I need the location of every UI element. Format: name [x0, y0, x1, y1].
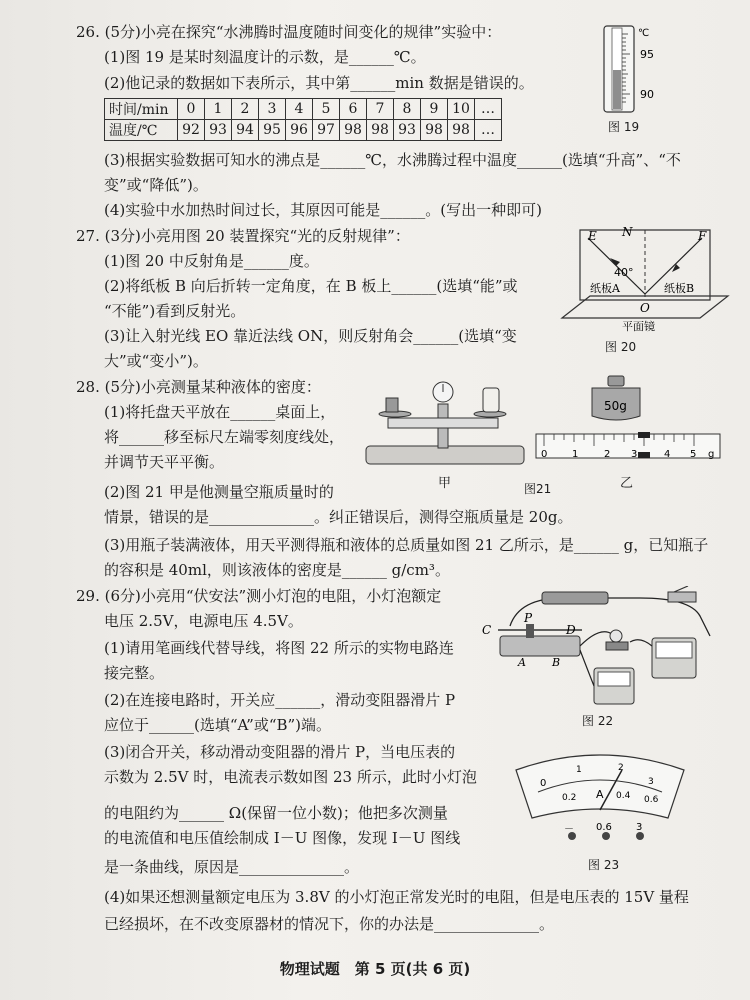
- thermometer-figure: [598, 24, 668, 116]
- fig21-label-jia: 甲: [438, 476, 452, 491]
- temperature-table: [104, 98, 502, 141]
- table-cell: 0: [178, 99, 205, 120]
- table-cell: 98: [340, 120, 367, 141]
- label-F: F: [698, 229, 707, 243]
- table-cell: 98: [448, 120, 475, 141]
- q28-part2b: 情景，错误的是______________。纠正错误后，测得空瓶质量是 20g。: [104, 508, 573, 526]
- page-footer: 物理试题 第 5 页(共 6 页): [279, 960, 471, 978]
- table-cell: 10: [448, 99, 475, 120]
- dial-0.6: 0.6: [644, 795, 659, 805]
- dial-0.4: 0.4: [616, 791, 631, 801]
- terminal-3: 3: [636, 822, 643, 833]
- q26-part1: (1)图 19 是某时刻温度计的示数，是______℃。: [104, 48, 426, 66]
- table-cell: 3: [259, 99, 286, 120]
- dial-0: 0: [540, 778, 547, 789]
- table-cell: 温度/℃: [105, 120, 178, 141]
- fig19-caption: 图 19: [608, 120, 640, 134]
- table-cell: 93: [394, 120, 421, 141]
- q29-part1a: (1)请用笔画线代替导线，将图 22 所示的实物电路连: [104, 639, 454, 657]
- balance-figure: [360, 374, 530, 474]
- q29-part1b: 接完整。: [104, 664, 165, 682]
- q28-title: 28. (5分)小亮测量某种液体的密度：: [76, 378, 321, 396]
- scale-tick-0: 0: [541, 449, 548, 460]
- q27-part3a: (3)让入射光线 EO 靠近法线 ON，则反射角会______(选填“变: [104, 327, 517, 345]
- fig20-caption: 图 20: [605, 340, 637, 354]
- thermo-unit: ℃: [638, 28, 650, 39]
- table-cell: 9: [421, 99, 448, 120]
- q29-title: 29. (6分)小亮用“伏安法”测小灯泡的电阻，小灯泡额定: [76, 587, 442, 605]
- ammeter-figure: [510, 748, 690, 852]
- scale-unit: g: [708, 449, 715, 460]
- label-C: C: [482, 623, 492, 637]
- table-cell: 98: [367, 120, 394, 141]
- table-cell: …: [475, 99, 502, 120]
- table-cell: 94: [232, 120, 259, 141]
- q28-part1a: (1)将托盘天平放在______桌面上，: [104, 403, 336, 421]
- table-cell: …: [475, 120, 502, 141]
- board-a-label: 纸板A: [590, 282, 620, 295]
- q28-part2a: (2)图 21 甲是他测量空瓶质量时的: [104, 483, 334, 501]
- table-cell: 95: [259, 120, 286, 141]
- label-D: D: [566, 623, 576, 637]
- table-cell: 98: [421, 120, 448, 141]
- q28-part1c: 并调节天平平衡。: [104, 453, 225, 471]
- thermo-tick-95: 95: [640, 48, 654, 61]
- fig22-caption: 图 22: [582, 714, 614, 728]
- q28-part1b: 将______移至标尺左端零刻度线处，: [104, 428, 345, 446]
- angle-label: 40°: [614, 266, 634, 279]
- q28-part3a: (3)用瓶子装满液体，用天平测得瓶和液体的总质量如图 21 乙所示，是______ g，已知瓶子: [104, 536, 709, 554]
- q29-part4b: 已经损坏，在不改变原器材的情况下，你的办法是______________。: [104, 915, 555, 933]
- dial-1: 1: [576, 765, 582, 775]
- terminal-0.6: 0.6: [596, 822, 612, 833]
- board-b-label: 纸板B: [664, 282, 695, 295]
- dial-2: 2: [618, 763, 624, 773]
- q29-part2b: 应位于______(选填“A”或“B”)端。: [104, 716, 332, 734]
- q26-title: 26. (5分)小亮在探究“水沸腾时温度随时间变化的规律”实验中：: [76, 23, 502, 41]
- label-B: B: [552, 656, 561, 669]
- mirror-label: 平面镜: [622, 320, 655, 333]
- table-cell: 92: [178, 120, 205, 141]
- table-row: [105, 99, 502, 120]
- q26-part2: (2)他记录的数据如下表所示，其中第______min 数据是错误的。: [104, 74, 534, 92]
- table-cell: 时间/min: [105, 99, 178, 120]
- table-cell: 97: [313, 120, 340, 141]
- table-cell: 5: [313, 99, 340, 120]
- q26-part3a: (3)根据实验数据可知水的沸点是______℃，水沸腾过程中温度______(选填“升高”、“不: [104, 151, 681, 169]
- scale-tick-5: 5: [690, 449, 697, 460]
- table-cell: 4: [286, 99, 313, 120]
- reflection-figure: [560, 222, 730, 334]
- table-cell: 96: [286, 120, 313, 141]
- fig21-caption: 图21: [524, 482, 552, 496]
- q29-title2: 电压 2.5V，电源电压 4.5V。: [104, 612, 303, 630]
- weight-label: 50g: [604, 399, 627, 413]
- dial-unit: A: [596, 788, 604, 801]
- table-cell: 2: [232, 99, 259, 120]
- q26-part4: (4)实验中水加热时间过长，其原因可能是______。(写出一种即可): [104, 201, 542, 219]
- fig23-caption: 图 23: [588, 858, 620, 872]
- weight-figure: [586, 374, 646, 424]
- dial-0.2: 0.2: [562, 793, 577, 803]
- label-A: A: [518, 656, 526, 669]
- scale-tick-4: 4: [664, 449, 671, 460]
- q26-part3b: 变”或“降低”)。: [104, 176, 208, 194]
- terminal-minus: －: [564, 824, 574, 835]
- table-cell: 7: [367, 99, 394, 120]
- table-cell: 93: [205, 120, 232, 141]
- circuit-figure: [480, 586, 730, 712]
- label-P: P: [524, 611, 533, 625]
- q27-part2b: “不能”)看到反射光。: [104, 302, 246, 320]
- q27-part3b: 大”或“变小”)。: [104, 352, 208, 370]
- dial-3: 3: [648, 777, 654, 787]
- q29-part3c: 的电阻约为______ Ω(保留一位小数)；他把多次测量: [104, 804, 448, 822]
- fig21-label-yi: 乙: [620, 476, 634, 491]
- scale-tick-1: 1: [572, 449, 579, 460]
- q27-title: 27. (3分)小亮用图 20 装置探究“光的反射规律”：: [76, 227, 410, 245]
- thermo-tick-90: 90: [640, 88, 654, 101]
- table-cell: 6: [340, 99, 367, 120]
- q29-part3e: 是一条曲线，原因是______________。: [104, 858, 360, 876]
- q29-part3b: 示数为 2.5V 时，电流表示数如图 23 所示，此时小灯泡: [104, 768, 477, 786]
- scale-tick-2: 2: [604, 449, 611, 460]
- q29-part3d: 的电流值和电压值绘制成 I－U 图像，发现 I－U 图线: [104, 829, 461, 847]
- q28-part3b: 的容积是 40ml，则该液体的密度是______ g/cm³。: [104, 561, 450, 579]
- q27-part2a: (2)将纸板 B 向后折转一定角度，在 B 板上______(选填“能”或: [104, 277, 518, 295]
- label-N: N: [622, 225, 633, 239]
- table-cell: 8: [394, 99, 421, 120]
- label-O: O: [640, 301, 650, 315]
- label-E: E: [588, 229, 597, 243]
- table-cell: 1: [205, 99, 232, 120]
- q27-part1: (1)图 20 中反射角是______度。: [104, 252, 319, 270]
- scale-tick-3: 3: [631, 449, 638, 460]
- q29-part4a: (4)如果还想测量额定电压为 3.8V 的小灯泡正常发光时的电阻，但是电压表的 15V 量程: [104, 888, 689, 906]
- table-row: [105, 120, 502, 141]
- q29-part3a: (3)闭合开关，移动滑动变阻器的滑片 P，当电压表的: [104, 743, 456, 761]
- scale-ruler-figure: [534, 432, 724, 462]
- q29-part2a: (2)在连接电路时，开关应______，滑动变阻器滑片 P: [104, 691, 456, 709]
